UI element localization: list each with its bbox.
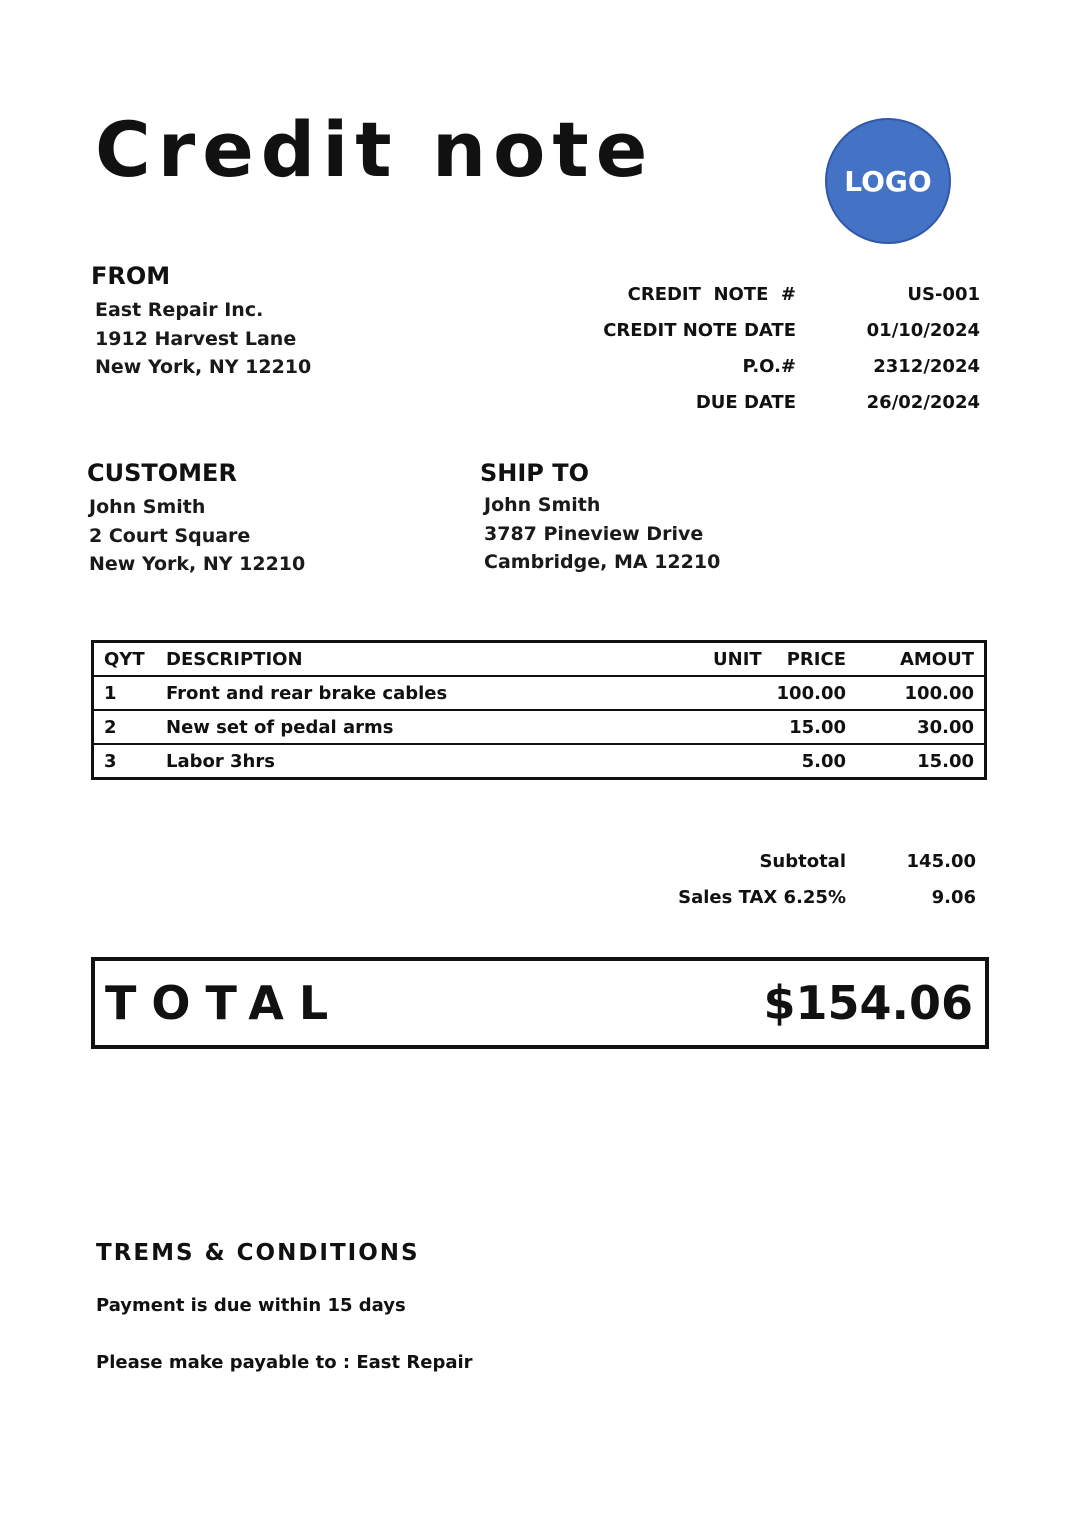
- cell-description: Labor 3hrs: [166, 744, 656, 779]
- cell-unit-price: 100.00: [656, 676, 846, 710]
- cell-qty: 3: [93, 744, 167, 779]
- meta-label: P.O.#: [742, 355, 796, 377]
- meta-row-due-date: [560, 384, 980, 420]
- total-label: TOTAL: [105, 976, 344, 1030]
- table-row: [93, 710, 986, 744]
- tax-label: Sales TAX 6.25%: [678, 886, 846, 908]
- table-row: [93, 676, 986, 710]
- terms-line: Payment is due within 15 days: [96, 1295, 406, 1316]
- ship-to-section: [480, 459, 720, 577]
- meta-value: 2312/2024: [873, 355, 980, 377]
- terms-line: Please make payable to : East Repair: [96, 1352, 473, 1373]
- ship-to-line: Cambridge, MA 12210: [484, 551, 721, 573]
- customer-section: [87, 459, 305, 579]
- ship-to-line: 3787 Pineview Drive: [484, 522, 704, 545]
- from-line: 1912 Harvest Lane: [95, 327, 297, 350]
- from-section: [91, 262, 311, 382]
- from-heading: FROM: [91, 262, 171, 290]
- ship-to-heading: SHIP TO: [480, 459, 590, 487]
- meta-row-po: [560, 348, 980, 384]
- meta-label: DUE DATE: [695, 391, 796, 413]
- company-logo: [825, 118, 951, 244]
- from-address: [91, 296, 311, 382]
- cell-amount: 15.00: [846, 744, 986, 779]
- subtotals: [596, 843, 976, 915]
- logo-text: LOGO: [844, 164, 932, 198]
- total-box: [91, 957, 989, 1049]
- cell-qty: 1: [93, 676, 167, 710]
- customer-address: [87, 493, 305, 579]
- tax-row: [596, 879, 976, 915]
- meta-value: 26/02/2024: [866, 391, 980, 413]
- subtotal-value: 145.00: [906, 850, 976, 872]
- meta-row-date: [560, 312, 980, 348]
- tax-value: 9.06: [931, 886, 976, 908]
- column-header-unit-price: UNIT PRICE: [656, 642, 846, 677]
- subtotal-row: [596, 843, 976, 879]
- table-header-row: [93, 642, 986, 677]
- subtotal-label: Subtotal: [759, 850, 846, 872]
- meta-label: CREDIT NOTE #: [627, 283, 796, 305]
- cell-description: Front and rear brake cables: [166, 676, 656, 710]
- line-items-table: [91, 640, 987, 780]
- table-row: [93, 744, 986, 779]
- document-title: Credit note: [95, 105, 655, 194]
- from-line: East Repair Inc.: [95, 299, 264, 321]
- customer-line: 2 Court Square: [89, 524, 251, 547]
- meta-value: 01/10/2024: [866, 319, 980, 341]
- meta-row-number: [560, 276, 980, 312]
- cell-unit-price: 5.00: [656, 744, 846, 779]
- column-header-amount: AMOUT: [846, 642, 986, 677]
- ship-to-address: [480, 491, 720, 577]
- cell-amount: 30.00: [846, 710, 986, 744]
- customer-line: John Smith: [89, 496, 206, 518]
- cell-qty: 2: [93, 710, 167, 744]
- customer-heading: CUSTOMER: [87, 459, 237, 487]
- from-line: New York, NY 12210: [95, 356, 312, 378]
- cell-description: New set of pedal arms: [166, 710, 656, 744]
- ship-to-line: John Smith: [484, 494, 601, 516]
- meta-label: CREDIT NOTE DATE: [603, 319, 796, 341]
- meta-value: US-001: [907, 283, 980, 305]
- terms-heading: TREMS & CONDITIONS: [96, 1240, 420, 1266]
- cell-unit-price: 15.00: [656, 710, 846, 744]
- column-header-qty: QYT: [93, 642, 167, 677]
- customer-line: New York, NY 12210: [89, 553, 306, 575]
- column-header-description: DESCRIPTION: [166, 642, 656, 677]
- credit-note-meta: [560, 276, 980, 420]
- cell-amount: 100.00: [846, 676, 986, 710]
- total-value: $154.06: [763, 976, 973, 1030]
